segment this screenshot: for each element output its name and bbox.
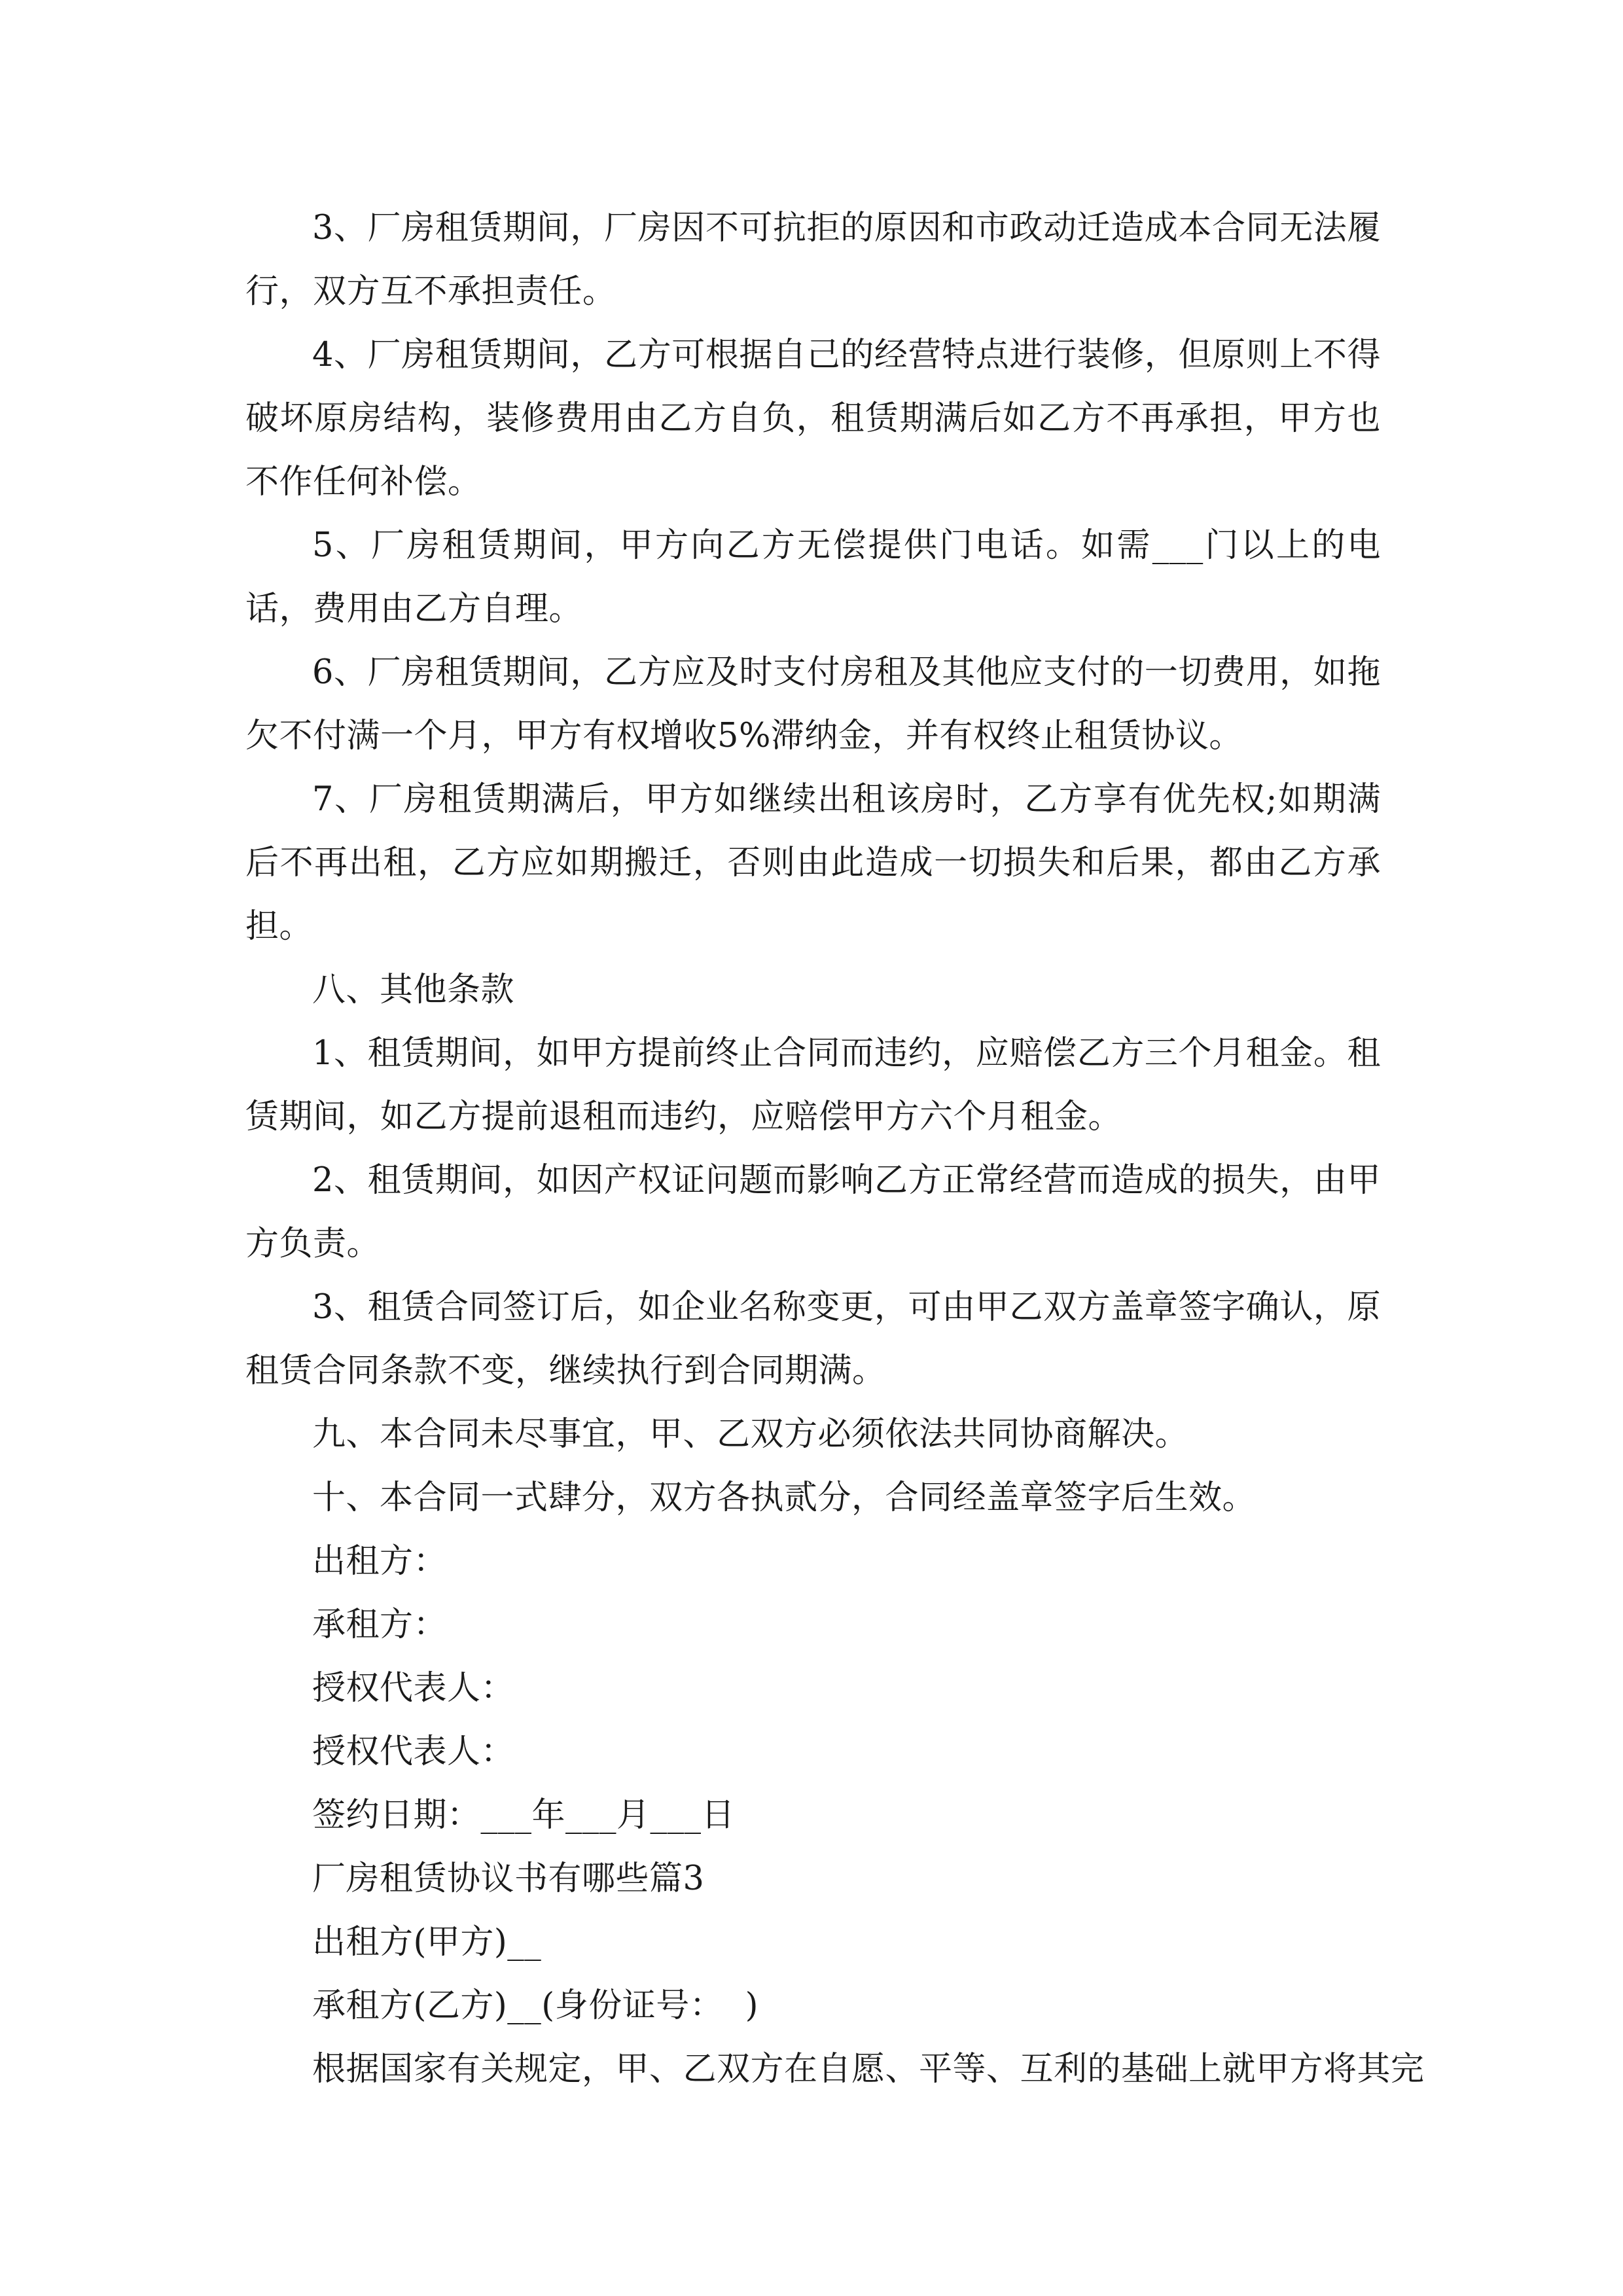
lessee-party-b-line: 承租方(乙方)__(身份证号： ) [312,1986,759,2025]
clause-3-force-majeure: 3、厂房租赁期间，厂房因不可抗拒的原因和市政动迁造成本合同无法履行，双方互不承担责任。 [245,209,1381,311]
document-body [245,196,1425,2101]
lessor-party-a-line: 出租方(甲方)__ [312,1923,542,1962]
section-8-item-2: 2、租赁期间，如因产权证问题而影响乙方正常经营而造成的损失，由甲方负责。 [245,1161,1381,1263]
section-8-heading: 八、其他条款 [312,971,515,1009]
section-8-item-3: 3、租赁合同签订后，如企业名称变更，可由甲乙双方盖章签字确认，原租赁合同条款不变，继续执行到合同期满。 [245,1288,1381,1390]
signing-date-line: 签约日期：___年___月___日 [312,1796,736,1835]
authorized-rep-line-1: 授权代表人： [312,1669,515,1708]
preamble-paragraph: 根据国家有关规定，甲、乙双方在自愿、平等、互利的基础上就甲方将其完 [312,2050,1425,2089]
clause-4-renovation: 4、厂房租赁期间，乙方可根据自己的经营特点进行装修，但原则上不得破坏原房结构，装修费用由乙方自负，租赁期满后如乙方不再承担，甲方也不作任何补偿。 [245,336,1381,501]
section-9: 九、本合同未尽事宜，甲、乙双方必须依法共同协商解决。 [312,1415,1189,1454]
article-3-title: 厂房租赁协议书有哪些篇3 [312,1859,705,1898]
lessor-signature-line: 出租方： [312,1542,448,1581]
clause-7-renewal: 7、厂房租赁期满后，甲方如继续出租该房时，乙方享有优先权;如期满后不再出租，乙方应如期搬迁，否则由此造成一切损失和后果，都由乙方承担。 [245,780,1381,946]
section-10: 十、本合同一式肆分，双方各执贰分，合同经盖章签字后生效。 [312,1479,1257,1517]
clause-6-payment: 6、厂房租赁期间，乙方应及时支付房租及其他应支付的一切费用，如拖欠不付满一个月，甲方有权增收5%滞纳金，并有权终止租赁协议。 [245,653,1381,755]
authorized-rep-line-2: 授权代表人： [312,1732,515,1771]
section-8-item-1: 1、租赁期间，如甲方提前终止合同而违约，应赔偿乙方三个月租金。租赁期间，如乙方提前退租而违约，应赔偿甲方六个月租金。 [245,1034,1381,1136]
clause-5-telephone: 5、厂房租赁期间，甲方向乙方无偿提供门电话。如需___门以上的电话，费用由乙方自理。 [245,526,1381,628]
lessee-signature-line: 承租方： [312,1605,448,1644]
